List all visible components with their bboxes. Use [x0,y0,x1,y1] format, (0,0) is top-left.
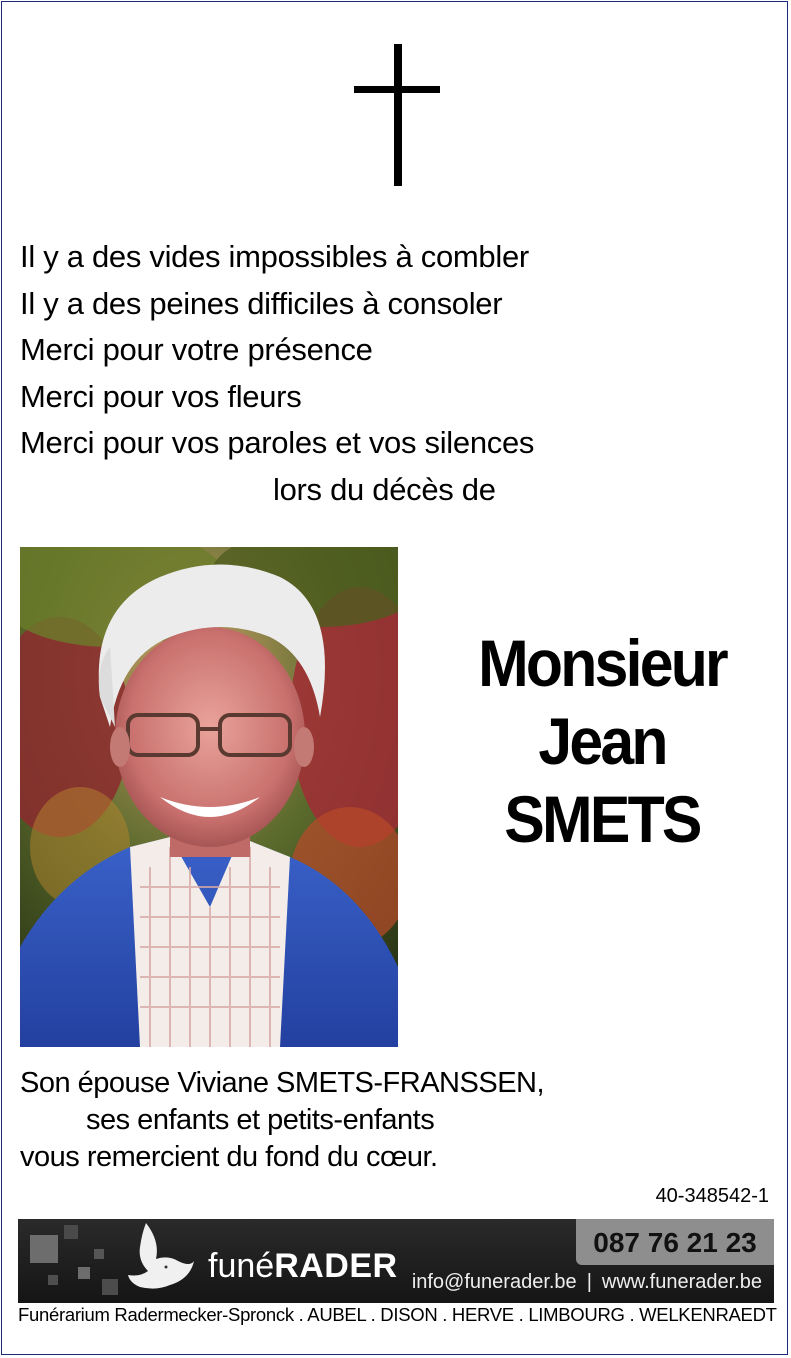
website-link[interactable]: www.funerader.be [601,1271,762,1293]
poem-closing: lors du décès de [273,471,496,507]
deceased-first-name: Jean [538,704,666,778]
logo-bold: RADER [274,1247,398,1285]
family-thanks [20,1065,620,1176]
poem-line: Il y a des peines difficiles à consoler [20,285,503,321]
poem-line: Merci pour vos fleurs [20,378,302,414]
poem-line: Merci pour vos paroles et vos silences [20,425,535,460]
obituary-card [1,1,788,1355]
deceased-title: Monsieur [478,626,726,700]
deceased-last-name: SMETS [504,782,700,856]
contact-info [412,1271,762,1294]
dove-icon [126,1221,196,1293]
contact-separator: | [586,1271,592,1293]
cross-icon [354,44,442,188]
deceased-name [446,624,759,858]
thanks-line: vous remercient du fond du cœur. [20,1141,438,1173]
logo-prefix: funé [208,1247,275,1285]
portrait-photo [20,547,398,1047]
funeral-home-banner [18,1219,774,1303]
poem-line: Merci pour votre présence [20,332,373,367]
thanks-line: ses enfants et petits-enfants [86,1104,435,1136]
thanks-line: Son épouse Viviane SMETS-FRANSSEN, [20,1067,545,1099]
email-link[interactable]: info@funerader.be [411,1271,577,1293]
reference-number: 40-348542-1 [655,1185,769,1207]
poem [20,234,640,513]
phone-number[interactable]: 087 76 21 23 [576,1219,774,1265]
footer-locations: Funérarium Radermecker-Spronck . AUBEL . DISON . HERVE . LIMBOURG . WELKENRAEDT [18,1304,777,1325]
funerader-logo [208,1247,398,1286]
poem-line: Il y a des vides impossibles à combler [20,239,529,274]
